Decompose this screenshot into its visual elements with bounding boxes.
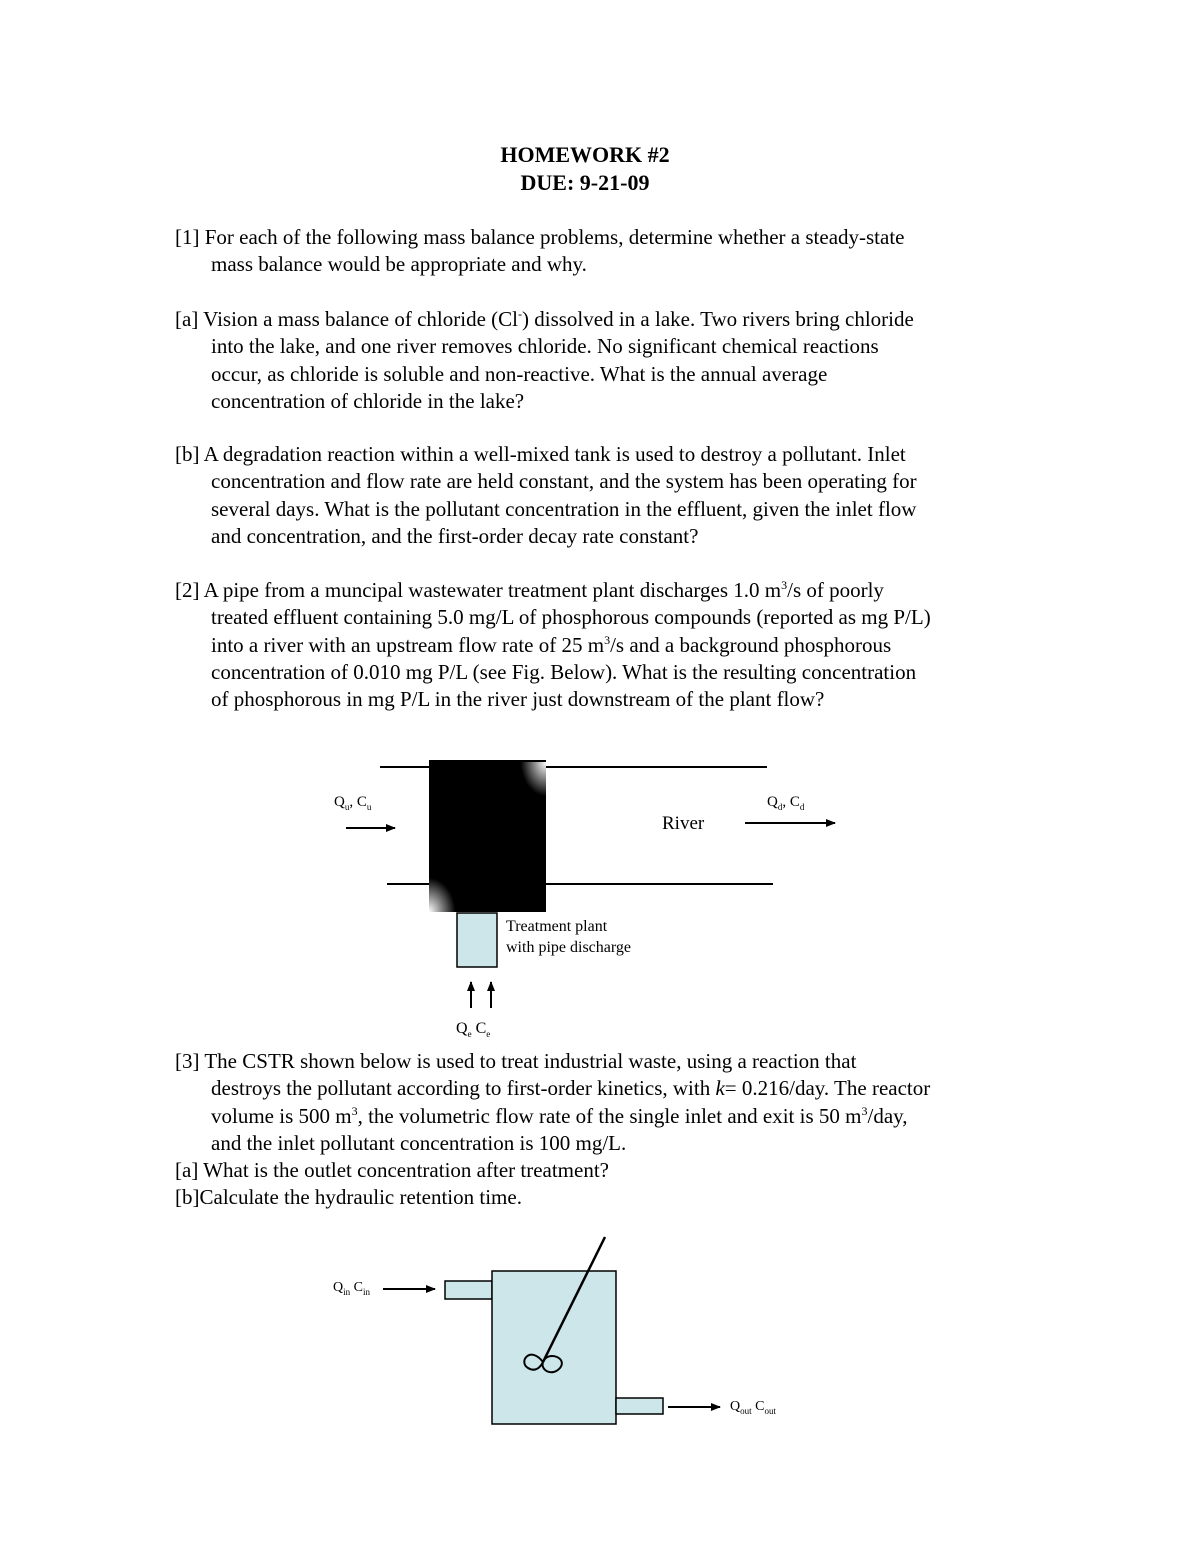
outlet-flow-label: $Q_{out}$ $C_{out}$ xyxy=(730,1399,776,1416)
question-3 xyxy=(175,1048,1035,1212)
reactor-tank xyxy=(492,1271,616,1424)
plant-shading-bottom-left xyxy=(429,850,477,912)
upstream-flow-label: $Q_u$, $C_u$ xyxy=(334,794,372,812)
question-1a-line: [a] Vision a mass balance of chloride (Cl-) dissolved in a lake. Two rivers bring chloride xyxy=(175,307,914,331)
outlet-pipe xyxy=(616,1398,663,1414)
question-2-line: [2] A pipe from a muncipal wastewater treatment plant discharges 1.0 $m^3/s$ of poorly xyxy=(175,578,884,602)
question-1b-line: and concentration, and the first-order decay rate constant? xyxy=(211,523,699,548)
discharge-pipe xyxy=(457,913,497,967)
question-3b: [b]Calculate the hydraulic retention time. xyxy=(175,1185,522,1210)
question-2-line: of phosphorous in mg P/L in the river just downstream of the plant flow? xyxy=(211,687,825,712)
pipe-discharge-label: with pipe discharge xyxy=(506,939,632,956)
downstream-flow-label: $Q_d$, $C_d$ xyxy=(767,794,805,812)
question-1a-line: occur, as chloride is soluble and non-reactive. What is the annual average xyxy=(211,361,828,386)
inlet-pipe xyxy=(445,1281,492,1299)
treatment-plant-label: Treatment plant xyxy=(506,918,608,935)
river-label: River xyxy=(662,813,705,834)
question-1-line: [1] For each of the following mass balance problems, determine whether a steady-state xyxy=(175,225,905,249)
question-3-line: and the inlet pollutant concentration is 100 mg/L. xyxy=(211,1130,627,1155)
due-date: DUE: 9-21-09 xyxy=(520,170,650,195)
question-2-line: into a river with an upstream flow rate of 25 $m^3/s$ and a background phosphorous xyxy=(211,632,892,657)
effluent-flow-label: $Q_e$ $C_e$ xyxy=(456,1020,491,1040)
question-1-line: mass balance would be appropriate and why. xyxy=(211,252,587,277)
plant-shading-top-right xyxy=(500,762,546,824)
question-3-line: [3] The CSTR shown below is used to treat industrial waste, using a reaction that xyxy=(175,1049,857,1073)
question-3-line: volume is 500 $m^3$, the volumetric flow rate of the single inlet and exit is 50 $m^3$/day, xyxy=(211,1103,908,1128)
question-1a-line: concentration of chloride in the lake? xyxy=(211,388,525,413)
question-1b-line: several days. What is the pollutant concentration in the effluent, given the inlet flow xyxy=(211,496,917,521)
figure-2-cstr-diagram xyxy=(383,1237,720,1424)
question-1a-line: into the lake, and one river removes chloride. No significant chemical reactions xyxy=(211,334,879,359)
question-2-line: treated effluent containing 5.0 mg/L of phosphorous compounds (reported as mg P/L) xyxy=(211,605,931,630)
homework-title: HOMEWORK #2 xyxy=(500,142,670,167)
question-3a: [a] What is the outlet concentration after treatment? xyxy=(175,1158,609,1183)
question-1b-line: [b] A degradation reaction within a well-mixed tank is used to destroy a pollutant. Inlet xyxy=(175,442,906,466)
question-2-line: concentration of 0.010 mg P/L (see Fig. Below). What is the resulting concentration xyxy=(211,659,917,684)
figure-1-river-diagram xyxy=(346,760,835,1008)
question-3-line: destroys the pollutant according to first-order kinetics, with k= 0.216/day. The reactor xyxy=(211,1076,931,1101)
inlet-flow-label: $Q_{in}$ $C_{in}$ xyxy=(333,1280,370,1297)
question-1b-line: concentration and flow rate are held constant, and the system has been operating for xyxy=(211,469,917,494)
